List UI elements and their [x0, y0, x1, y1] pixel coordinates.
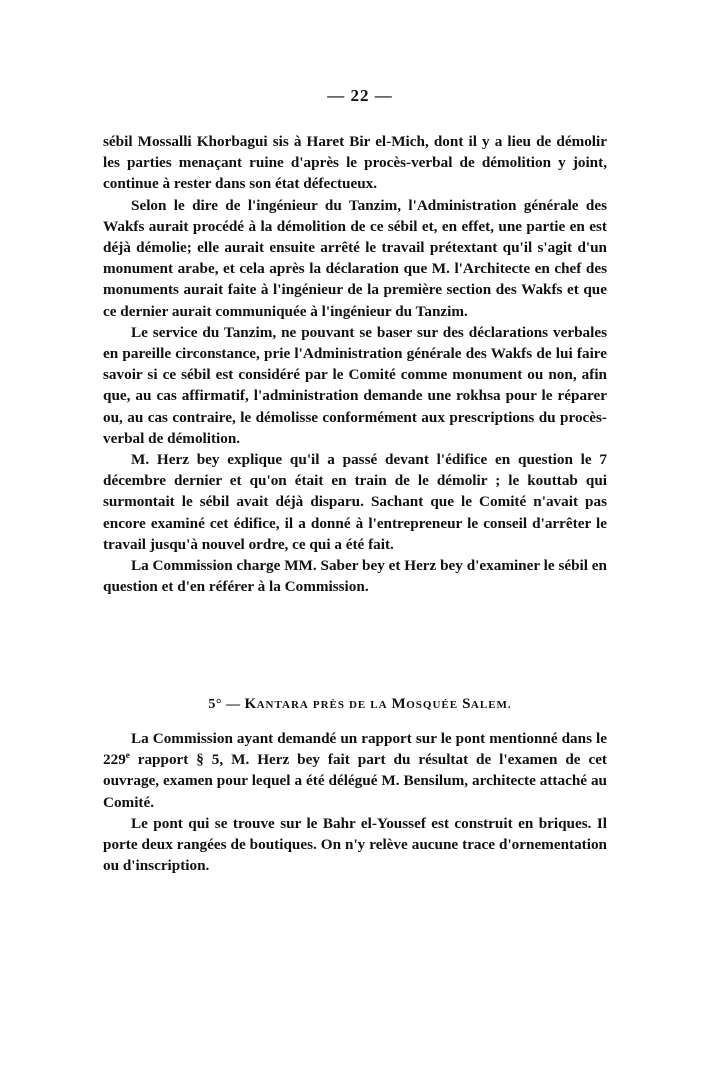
section-heading: [0, 696, 720, 713]
paragraph-bridge-description: Le pont qui se trouve sur le Bahr el-Youssef est construit en briques. Il porte deux rangées de boutiques. On n'y relève aucune trace d'ornementation ou d'inscription.: [103, 814, 607, 875]
page-number: — 22 —: [327, 86, 393, 105]
paragraph-bridge-report: La Commission ayant demandé un rapport sur le pont mentionné dans le 229e rapport § 5, M. Herz bey fait part du résultat de l'examen de cet ouvrage, examen pour lequel a été délégué M. Bensilum, architecte attaché au Comité.: [103, 730, 607, 811]
paragraph-herz-bey: M. Herz bey explique qu'il a passé devant l'édifice en question le 7 décembre dernier et qu'on était en train de le démolir ; le kouttab qui surmontait le sébil avait déjà disparu. Sachant que le Comité n'avait pas encore examiné cet édifice, il a donné à l'entrepreneur le conseil d'arrêter le travail jusqu'à nouvel ordre, ce qui a été fait.: [103, 451, 607, 553]
section-title: KANTARA PRÈS DE LA MOSQUÉE SALEM.: [244, 696, 512, 712]
body-text-section-4: [103, 131, 607, 597]
paragraph-continuation: sébil Mossalli Khorbagui sis à Haret Bir el-Mich, dont il y a lieu de démolir les parties menaçant ruine d'après le procès-verbal de démolition y joint, continue à rester dans son état défectueux.: [103, 133, 607, 193]
section-number: 5°: [208, 697, 222, 712]
body-text-section-5: [103, 728, 607, 876]
paragraph-commission-decision: La Commission charge MM. Saber bey et Herz bey d'examiner le sébil en question et d'en référer à la Commission.: [103, 557, 607, 596]
paragraph-tanzim-service: Le service du Tanzim, ne pouvant se baser sur des déclarations verbales en pareille circonstance, prie l'Administration générale des Wakfs de lui faire savoir si ce sébil est considéré par le Comité comme monument ou non, afin que, au cas affirmatif, l'administration demande une rokhsa pour le réparer ou, au cas contraire, le démolisse conformément aux prescriptions du procès-verbal de démolition.: [103, 323, 607, 447]
paragraph-tanzim-engineer: Selon le dire de l'ingénieur du Tanzim, l'Administration générale des Wakfs aurait procédé à la démolition de ce sébil et, en effet, une partie en est déjà démolie; elle aurait ensuite arrêté le travail prétextant qu'il s'agit d'un monument arabe, et cela après la déclaration que M. l'Architecte en chef des monuments aurait faite à l'ingénieur de la première section des Wakfs et que ce dernier aurait communiquée à l'ingénieur du Tanzim.: [103, 196, 607, 320]
section-dash: —: [225, 697, 241, 712]
